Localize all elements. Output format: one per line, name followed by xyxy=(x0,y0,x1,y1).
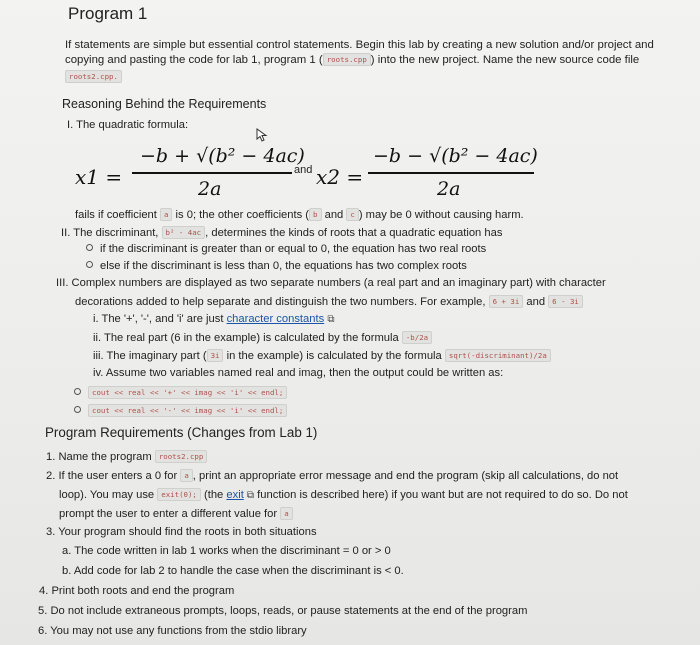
requirement-3a: a. The code written in lab 1 works when the discriminant = 0 or > 0 xyxy=(62,545,391,557)
sub-item-i xyxy=(93,313,334,325)
bullet-icon xyxy=(74,406,81,413)
character-constants-link[interactable]: character constants xyxy=(226,313,325,325)
r2-text-a: 2. If the user enters a 0 for xyxy=(46,470,178,482)
r2-code-a2: a xyxy=(280,507,292,520)
cout-minus-code: cout << real << '-' << imag << 'i' << endl; xyxy=(88,404,287,417)
sub-item-ii xyxy=(93,331,432,344)
r1-text: 1. Name the program xyxy=(46,451,152,463)
bullet-icon xyxy=(86,244,93,251)
intro-line-3 xyxy=(65,70,122,85)
x1-fraction-bar xyxy=(132,172,292,174)
item2-text-b: , determines the kinds of roots that a quadratic equation has xyxy=(205,227,503,239)
mouse-cursor-icon xyxy=(256,128,268,142)
intro-line-2 xyxy=(65,53,639,68)
requirements-heading: Program Requirements (Changes from Lab 1) xyxy=(45,425,318,440)
requirement-2-line-1 xyxy=(46,469,618,482)
x2-label: x2 = xyxy=(316,165,364,189)
item2-sub-2 xyxy=(86,260,467,272)
requirement-1 xyxy=(46,450,207,463)
x1-label: x1 = xyxy=(75,165,123,189)
requirement-3b: b. Add code for lab 2 to handle the case when the discriminant is < 0. xyxy=(62,565,404,577)
code-c: c xyxy=(346,208,358,221)
requirement-2-line-3 xyxy=(59,507,293,520)
external-link-icon: ⧉ xyxy=(327,314,335,325)
sub-item-iv: iv. Assume two variables named real and imag, then the output could be written as: xyxy=(93,367,504,379)
complex-example-2: 6 - 3i xyxy=(548,295,583,308)
roots-cpp-code: roots.cpp xyxy=(323,53,371,66)
fails-line xyxy=(75,208,524,221)
intro-text-2b: ) into the new project. Name the new source code file xyxy=(370,54,640,66)
intro-text-2a: copying and pasting the code for lab 1, program 1 ( xyxy=(65,54,323,66)
cout-plus-code: cout << real << '+' << imag << 'i' << endl; xyxy=(88,386,287,399)
external-link-icon: ⧉ xyxy=(246,490,255,501)
r2-line2-c: function is described here) if you want but are not required to do so. Do not xyxy=(257,489,628,501)
fails-text-b: is 0; the other coefficients ( xyxy=(175,209,310,221)
requirement-5: 5. Do not include extraneous prompts, loops, reads, or pause statements at the end of the program xyxy=(38,605,528,617)
r2-line2-b: (the xyxy=(204,489,224,501)
reasoning-heading: Reasoning Behind the Requirements xyxy=(62,97,267,111)
exit-code: exit(0); xyxy=(157,488,201,501)
r2-code-a: a xyxy=(180,469,192,482)
intro-line-1 xyxy=(65,38,654,53)
sub-iii-text-b: in the example) is calculated by the formula xyxy=(226,350,442,362)
bullet-icon xyxy=(74,388,81,395)
sub-ii-text: ii. The real part (6 in the example) is calculated by the formula xyxy=(93,332,399,344)
x1-numerator: −b + √(b² − 4ac) xyxy=(140,145,305,167)
intro-text-1: If statements are simple but essential control statements. Begin this lab by creating a new solution and/or project and xyxy=(65,39,654,51)
item2-sub-1 xyxy=(86,243,486,255)
fails-text-a: fails if coefficient xyxy=(75,209,157,221)
imag-example-code: 3i xyxy=(207,349,224,362)
sub-item-iii xyxy=(93,349,551,362)
r2-line2-a: loop). You may use xyxy=(59,489,155,501)
code-line-1 xyxy=(74,386,287,399)
real-part-code: -b/2a xyxy=(402,331,432,344)
roots2-cpp-code: roots2.cpp. xyxy=(65,70,122,83)
sub-iii-text-a: iii. The imaginary part ( xyxy=(93,350,207,362)
x2-fraction-bar xyxy=(368,172,534,174)
complex-example-1: 6 + 3i xyxy=(489,295,524,308)
code-b: b xyxy=(309,208,321,221)
requirement-4: 4. Print both roots and end the program xyxy=(39,585,235,597)
item2-sub2-text: else if the discriminant is less than 0, the equations has two complex roots xyxy=(100,260,467,272)
discriminant-code: b² - 4ac xyxy=(162,226,206,239)
requirement-2-line-2 xyxy=(59,488,628,501)
roots2-name-code: roots2.cpp xyxy=(155,450,208,463)
item2-text-a: II. The discriminant, xyxy=(61,227,159,239)
requirement-3: 3. Your program should find the roots in both situations xyxy=(46,526,317,538)
item3-and: and xyxy=(526,296,546,308)
fails-text-c: and xyxy=(324,209,344,221)
page-title: Program 1 xyxy=(68,4,148,23)
code-a: a xyxy=(160,208,172,221)
reasoning-item-1: I. The quadratic formula: xyxy=(67,119,189,131)
fails-text-d: ) may be 0 without causing harm. xyxy=(358,209,524,221)
formula-and: and xyxy=(294,164,313,176)
reasoning-item-2 xyxy=(61,226,502,239)
sub-i-text: i. The '+', '-', and 'i' are just xyxy=(93,313,224,325)
imag-part-code: sqrt(-discriminant)/2a xyxy=(445,349,551,362)
requirement-6: 6. You may not use any functions from the stdio library xyxy=(38,625,307,637)
x2-denominator: 2a xyxy=(437,178,461,200)
r2-text-b: , print an appropriate error message and end the program (skip all calculations, do not xyxy=(192,470,619,482)
code-line-2 xyxy=(74,404,287,417)
r2-line3-a: prompt the user to enter a different value for xyxy=(59,508,278,520)
x1-denominator: 2a xyxy=(198,178,222,200)
item3-text: decorations added to help separate and distinguish the two numbers. For example, xyxy=(75,296,486,308)
item2-sub1-text: if the discriminant is greater than or equal to 0, the equation has two real roots xyxy=(100,243,487,255)
x2-numerator: −b − √(b² − 4ac) xyxy=(373,145,538,167)
reasoning-item-3-line-2 xyxy=(75,295,583,308)
exit-link[interactable]: exit xyxy=(226,489,244,501)
reasoning-item-3-line-1: III. Complex numbers are displayed as two separate numbers (a real part and an imaginary part) with character xyxy=(56,277,606,289)
bullet-icon xyxy=(86,261,93,268)
